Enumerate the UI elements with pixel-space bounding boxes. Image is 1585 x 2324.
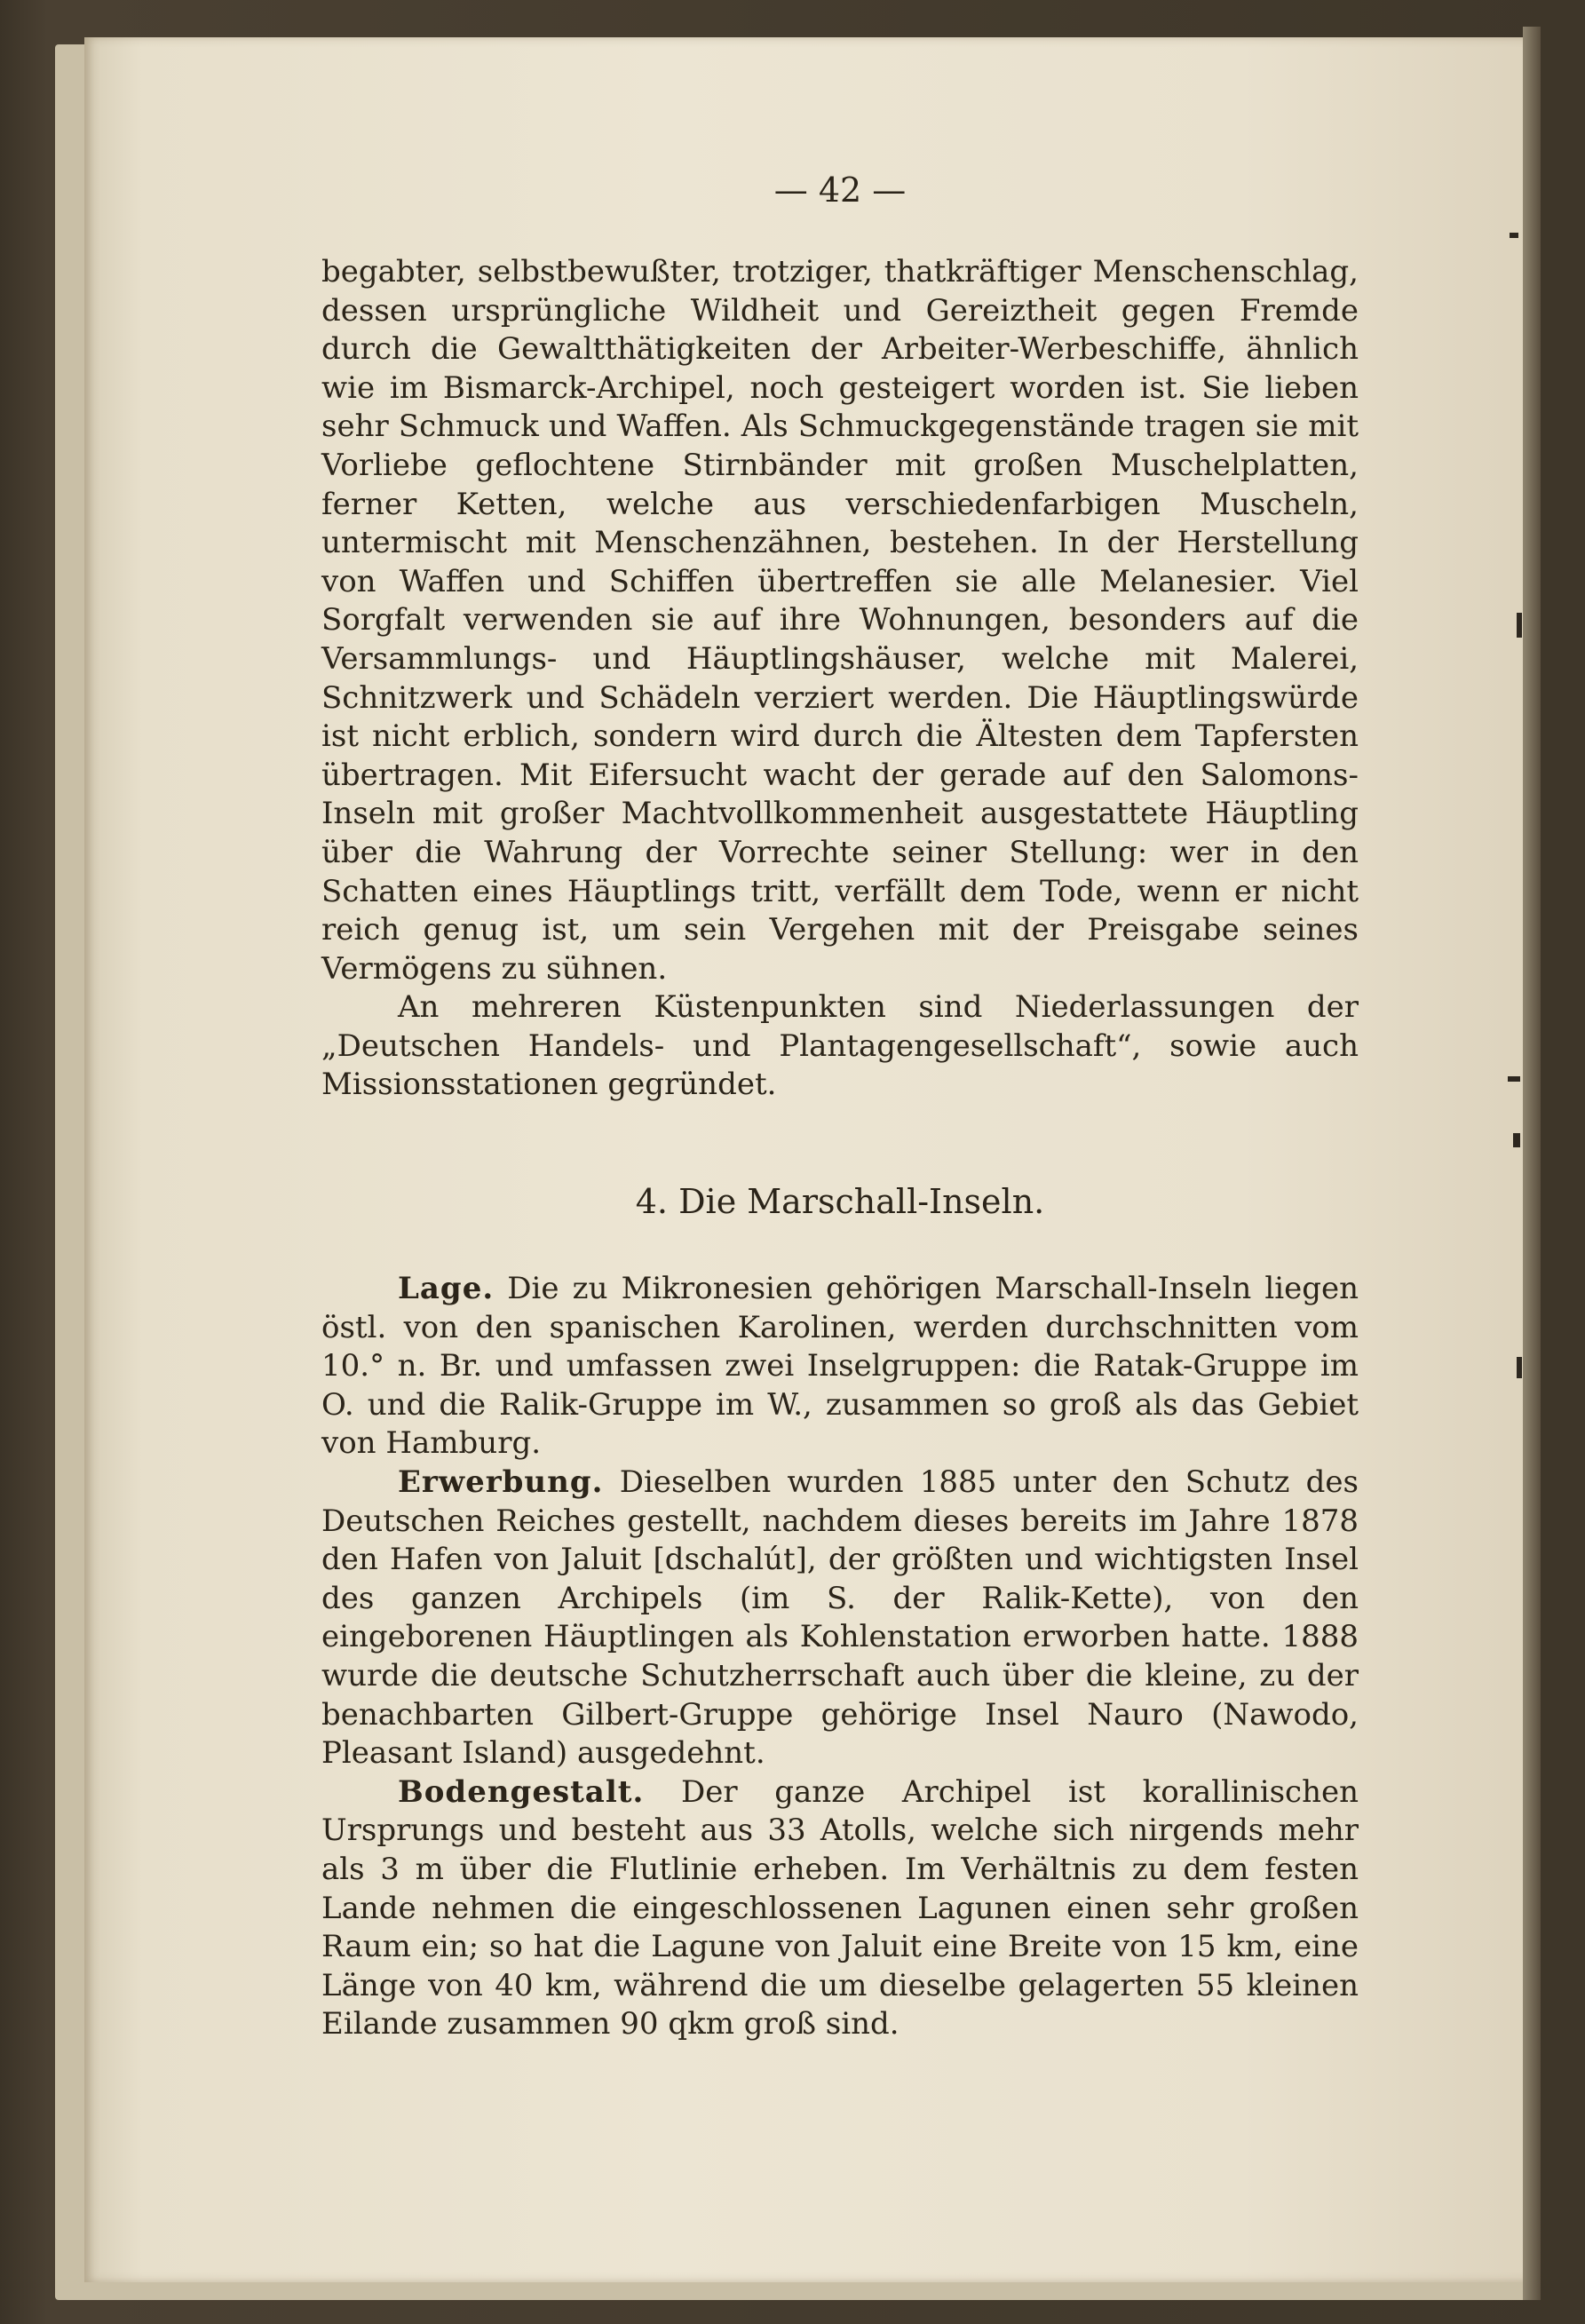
paragraph-text: Der ganze Archipel ist korallinischen Ursprungs und besteht aus 33 Atolls, welche sich nirgends mehr als 3 m über die Flutlinie erheben. Im Verhältnis zu dem festen Lande nehmen die eingeschlossenen Lagunen einen sehr großen Raum ein; so hat die Lagune von Jaluit eine Breite von 15 km, eine Länge von 40 km, während die um dieselbe gelagerten 55 kleinen Eilande zusammen 90 qkm groß sind. (321, 1773, 1359, 2042)
page-number: — 42 — (773, 171, 907, 210)
section-heading: 4. Die Marschall-Inseln. (635, 1182, 1045, 1222)
section-gap (321, 1105, 1359, 1178)
section-paragraph-bodengestalt (321, 1773, 1359, 2044)
paragraph-lead: Erwerbung. (398, 1464, 604, 1501)
book-gutter (1523, 27, 1541, 2300)
margin-mark (1517, 613, 1522, 638)
margin-mark (1510, 233, 1518, 238)
paragraph-2: An mehreren Küstenpunkten sind Niederlassungen der „Deutschen Handels- und Plantagengesellschaft“, sowie auch Missionsstationen gegründet. (321, 989, 1359, 1103)
paragraph-lead: Lage. (398, 1271, 495, 1307)
paragraph-1: begabter, selbstbewußter, trotziger, thatkräftiger Menschenschlag, dessen ursprüngliche Wildheit und Gereiztheit gegen Fremde durch die Gewaltthätigkeiten der Arbeiter-Werbeschiffe, ähnlich wie im Bismarck-Archipel, noch gesteigert worden ist. Sie lieben sehr Schmuck und Waffen. Als Schmuckgegenstände tragen sie mit Vorliebe geflochtene Stirnbänder mit großen Muschelplatten, ferner Ketten, welche aus verschiedenfarbigen Muscheln, untermischt mit Menschenzähnen, bestehen. In der Herstellung von Waffen und Schiffen übertreffen sie alle Melanesier. Viel Sorgfalt verwenden sie auf ihre Wohnungen, besonders auf die Versammlungs- und Häuptlingshäuser, welche mit Malerei, Schnitzwerk und Schädeln verziert werden. Die Häuptlingswürde ist nicht erblich, sondern wird durch die Ältesten dem Tapfersten übertragen. Mit Eifersucht wacht der gerade auf den Salomons-Inseln mit großer Machtvollkommenheit ausgestattete Häuptling über die Wahrung der Vorrechte seiner Stellung: wer in den Schatten eines Häuptlings tritt, verfällt dem Tode, wenn er nicht reich genug ist, um sein Vergehen mit der Preisgabe seines Vermögens zu sühnen. (321, 254, 1359, 987)
paragraph-lead: Bodengestalt. (398, 1773, 645, 1810)
paragraph-text: Die zu Mikronesien gehörigen Marschall-Inseln liegen östl. von den spanischen Karolinen, werden durchschnitten vom 10.° n. Br. und umfassen zwei Inselgruppen: die Ratak-Gruppe im O. und die Ralik-Gruppe im W., zusammen so groß als das Gebiet von Hamburg. (321, 1271, 1359, 1462)
margin-mark (1508, 1076, 1520, 1082)
section-paragraph-lage (321, 1270, 1359, 1463)
paragraph-text: Dieselben wurden 1885 unter den Schutz des Deutschen Reiches gestellt, nachdem dieses bereits im Jahre 1878 den Hafen von Jaluit [dschalút], der größten und wichtigsten Insel des ganzen Archipels (im S. der Ralik-Kette), von den eingeborenen Häuptlingen als Kohlenstation erworben hatte. 1888 wurde die deutsche Schutzherrschaft auch über die kleine, zu der benachbarten Gilbert-Gruppe gehörige Insel Nauro (Nawodo, Pleasant Island) ausgedehnt. (321, 1464, 1359, 1772)
margin-mark (1517, 1357, 1522, 1378)
section-paragraph-erwerbung (321, 1463, 1359, 1773)
margin-mark (1513, 1133, 1520, 1147)
page-text (321, 164, 1359, 2044)
